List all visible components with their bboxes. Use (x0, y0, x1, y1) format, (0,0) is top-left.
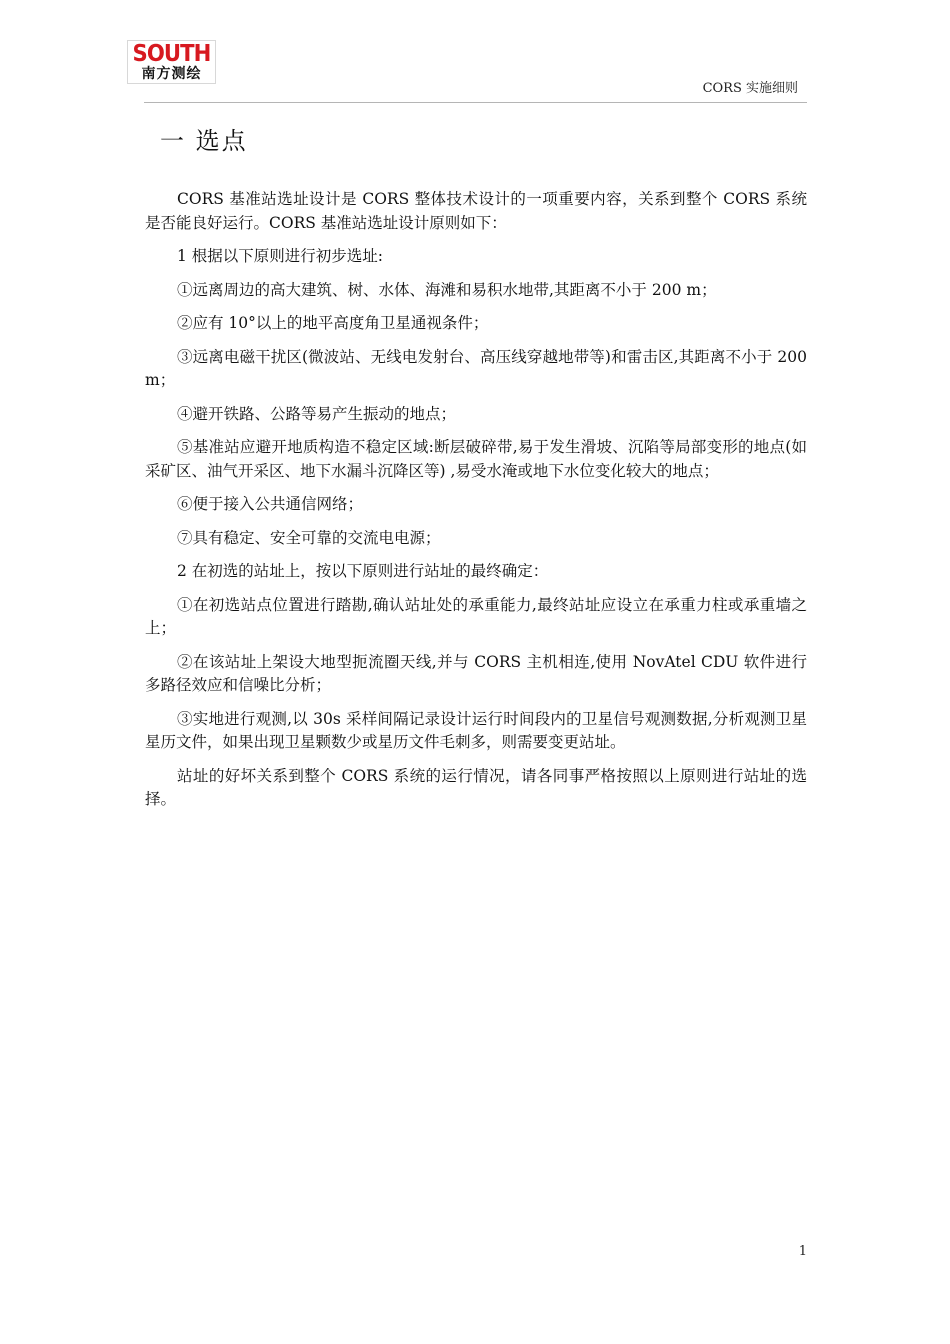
south-logo (127, 40, 216, 84)
header-divider (144, 102, 807, 103)
page-number: 1 (798, 1244, 807, 1259)
final-criteria-heading: 2 在初选的站址上，按以下原则进行站址的最终确定： (177, 562, 549, 580)
criteria-item: ①远离周边的高大建筑、树、水体、海滩和易积水地带,其距离不小于 200 m； (177, 280, 717, 299)
document-header-title: CORS 实施细则 (702, 81, 798, 96)
criteria-item: ②应有 10°以上的地平高度角卫星通视条件； (177, 314, 489, 332)
criteria-item: ③远离电磁干扰区(微波站、无线电发射台、高压线穿越地带等)和雷击区,其距离不小于 200 m； (145, 347, 807, 389)
closing-paragraph: 站址的好坏关系到整个 CORS 系统的运行情况，请各同事严格按照以上原则进行站址的选择。 (145, 766, 807, 808)
document-body (145, 188, 807, 822)
final-criteria-item: ①在初选站点位置进行踏勘,确认站址处的承重能力,最终站址应设立在承重力柱或承重墙之上； (145, 595, 807, 637)
criteria-item: ⑤基准站应避开地质构造不稳定区域:断层破碎带,易于发生滑坡、沉陷等局部变形的地点(如采矿区、油气开采区、地下水漏斗沉降区等) ,易受水淹或地下水位变化较大的地点； (145, 438, 807, 480)
preliminary-criteria-heading: 1 根据以下原则进行初步选址: (177, 247, 384, 265)
final-criteria-item: ②在该站址上架设大地型扼流圈天线,并与 CORS 主机相连,使用 NovAtel CDU 软件进行多路径效应和信噪比分析； (145, 652, 807, 694)
criteria-item: ⑦具有稳定、安全可靠的交流电电源； (177, 528, 441, 547)
intro-paragraph: CORS 基准站选址设计是 CORS 整体技术设计的一项重要内容，关系到整个 CORS 系统是否能良好运行。CORS 基准站选址设计原则如下： (145, 190, 807, 232)
logo-brand-text: SOUTH (132, 41, 211, 67)
logo-chinese-text: 南方测绘 (141, 66, 202, 82)
section-heading: 一 选点 (160, 127, 248, 155)
final-criteria-item: ③实地进行观测,以 30s 采样间隔记录设计运行时间段内的卫星信号观测数据,分析观测卫星星历文件，如果出现卫星颗数少或星历文件毛刺多，则需要变更站址。 (145, 709, 807, 751)
criteria-item: ④避开铁路、公路等易产生振动的地点； (177, 404, 457, 423)
criteria-item: ⑥便于接入公共通信网络； (177, 495, 364, 513)
